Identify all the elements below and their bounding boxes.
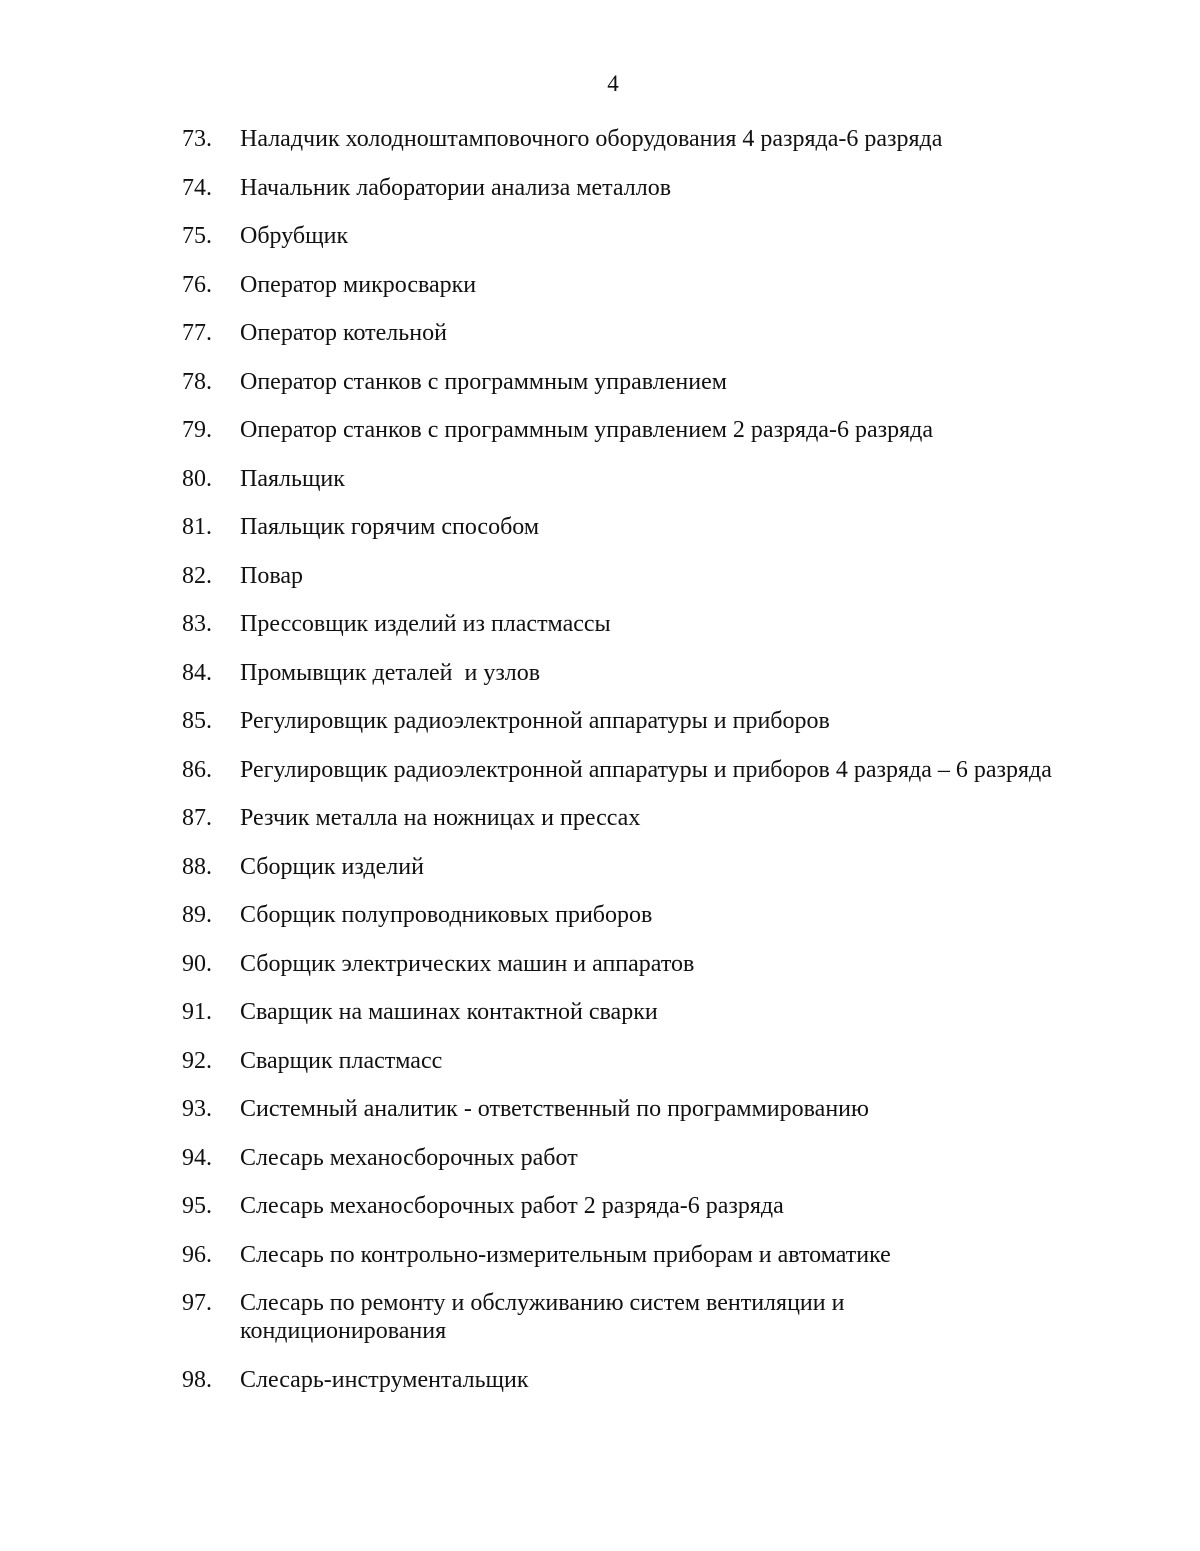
item-text: Системный аналитик - ответственный по программированию	[240, 1096, 869, 1122]
item-number: 78.	[182, 368, 212, 395]
item-text: Регулировщик радиоэлектронной аппаратуры и приборов 4 разряда – 6 разряда	[240, 756, 1052, 783]
item-number: 91.	[182, 999, 212, 1025]
list-item	[182, 1241, 1052, 1269]
item-text: Слесарь по ремонту и обслуживанию систем вентиляции и кондиционирования	[240, 1290, 851, 1344]
item-number: 90.	[182, 950, 212, 977]
list-item	[182, 562, 1052, 590]
list-item	[182, 950, 1052, 978]
list-item	[182, 513, 1052, 541]
item-number: 83.	[182, 611, 212, 637]
item-number: 89.	[182, 902, 212, 928]
list-item	[182, 1095, 1052, 1123]
item-text: Слесарь механосборочных работ 2 разряда-6 разряда	[240, 1193, 784, 1219]
item-number: 73.	[182, 126, 212, 152]
item-number: 82.	[182, 562, 212, 589]
item-number: 86.	[182, 756, 212, 783]
item-number: 79.	[182, 417, 212, 443]
item-number: 77.	[182, 320, 212, 346]
item-number: 75.	[182, 223, 212, 249]
item-text: Слесарь-инструментальщик	[240, 1366, 529, 1393]
item-text: Начальник лаборатории анализа металлов	[240, 174, 672, 201]
item-number: 85.	[182, 708, 212, 734]
item-number: 92.	[182, 1047, 212, 1074]
item-text: Регулировщик радиоэлектронной аппаратуры и приборов	[240, 708, 830, 734]
item-number: 84.	[182, 659, 212, 686]
item-text: Слесарь по контрольно-измерительным приборам и автоматике	[240, 1241, 891, 1268]
item-text: Паяльщик горячим способом	[240, 514, 540, 540]
list-item	[182, 1192, 1052, 1220]
profession-list	[182, 125, 1052, 1414]
item-text: Сборщик изделий	[240, 853, 424, 880]
list-item	[182, 804, 1052, 832]
list-item	[182, 319, 1052, 347]
item-text: Сборщик электрических машин и аппаратов	[240, 950, 695, 977]
list-item	[182, 853, 1052, 881]
item-text: Сварщик на машинах контактной сварки	[240, 999, 658, 1025]
list-item	[182, 125, 1052, 153]
list-item	[182, 465, 1052, 493]
list-item	[182, 901, 1052, 929]
item-number: 88.	[182, 853, 212, 880]
item-number: 97.	[182, 1290, 212, 1316]
list-item	[182, 174, 1052, 202]
item-text: Промывщик деталей и узлов	[240, 659, 541, 686]
list-item	[182, 222, 1052, 250]
item-text: Сварщик пластмасс	[240, 1047, 443, 1074]
item-number: 81.	[182, 514, 212, 540]
item-text: Резчик металла на ножницах и прессах	[240, 805, 641, 831]
item-number: 94.	[182, 1144, 212, 1171]
item-text: Паяльщик	[240, 465, 345, 492]
item-number: 80.	[182, 465, 212, 492]
item-text: Наладчик холодноштамповочного оборудования 4 разряда-6 разряда	[240, 126, 943, 152]
list-item	[182, 998, 1052, 1026]
list-item	[182, 707, 1052, 735]
item-text: Оператор станков с программным управлением 2 разряда-6 разряда	[240, 417, 933, 443]
list-item	[182, 1047, 1052, 1075]
item-number: 96.	[182, 1241, 212, 1268]
item-number: 98.	[182, 1366, 212, 1393]
item-number: 95.	[182, 1193, 212, 1219]
item-text: Слесарь механосборочных работ	[240, 1144, 578, 1171]
item-number: 74.	[182, 174, 212, 201]
item-text: Оператор микросварки	[240, 271, 477, 298]
list-item	[182, 1144, 1052, 1172]
item-text: Повар	[240, 562, 303, 589]
list-item	[182, 756, 1052, 784]
list-item	[182, 416, 1052, 444]
item-number: 76.	[182, 271, 212, 298]
page-number: 4	[607, 71, 619, 96]
item-number: 87.	[182, 805, 212, 831]
item-number: 93.	[182, 1096, 212, 1122]
list-item	[182, 610, 1052, 638]
list-item	[182, 271, 1052, 299]
item-text: Оператор котельной	[240, 320, 447, 346]
list-item	[182, 368, 1052, 396]
list-item	[182, 1289, 1052, 1345]
item-text: Прессовщик изделий из пластмассы	[240, 611, 611, 637]
list-item	[182, 659, 1052, 687]
item-text: Сборщик полупроводниковых приборов	[240, 902, 653, 928]
item-text: Оператор станков с программным управлением	[240, 368, 727, 395]
item-text: Обрубщик	[240, 223, 349, 249]
list-item	[182, 1366, 1052, 1394]
